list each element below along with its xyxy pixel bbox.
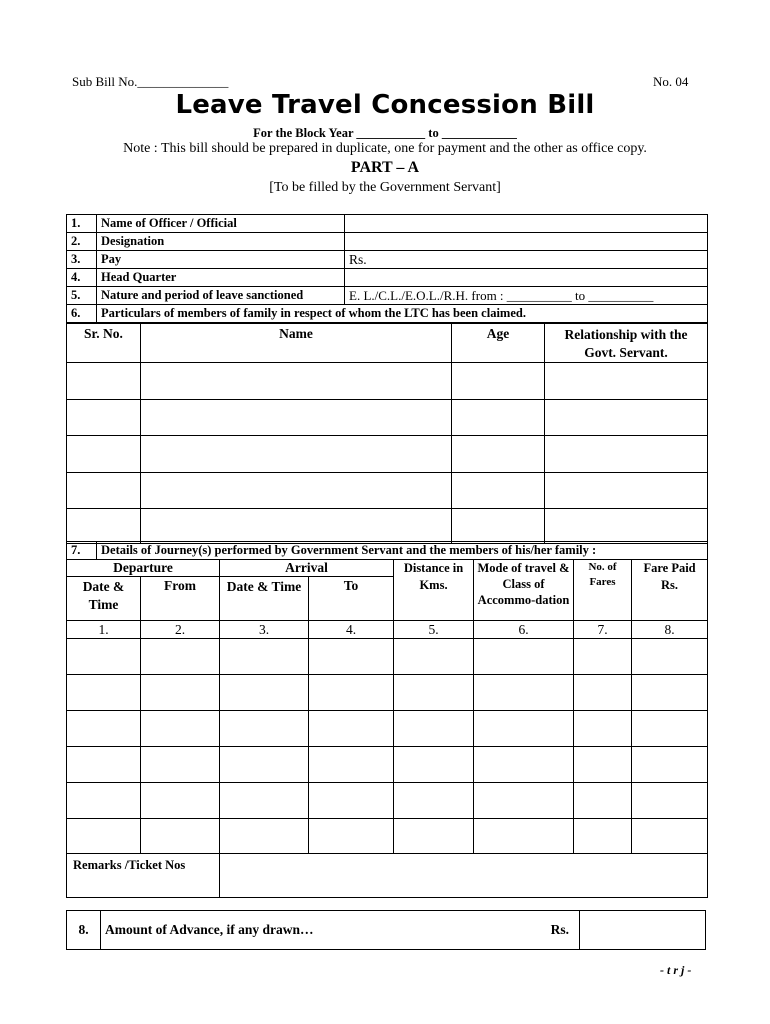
- sr-no-cell[interactable]: [67, 509, 141, 544]
- departure-date-header: Date & Time: [67, 577, 141, 621]
- departure-date-cell[interactable]: [67, 783, 141, 819]
- table-row: [67, 473, 708, 509]
- field-label: Name of Officer / Official: [97, 215, 345, 233]
- fares-cell[interactable]: [574, 675, 632, 711]
- from-cell[interactable]: [141, 819, 220, 854]
- from-cell[interactable]: [141, 711, 220, 747]
- column-number: 2.: [141, 621, 220, 639]
- arrival-date-cell[interactable]: [220, 711, 309, 747]
- row-number: 5.: [67, 287, 97, 305]
- remarks-label: Remarks /Ticket Nos: [67, 854, 220, 898]
- table-row: [67, 363, 708, 400]
- form-note: Note : This bill should be prepared in duplicate, one for payment and the other as office copy.: [123, 141, 647, 156]
- table-row: [67, 711, 708, 747]
- form-number: No. 04: [653, 74, 689, 89]
- field-label: Nature and period of leave sanctioned: [97, 287, 345, 305]
- name-cell[interactable]: [141, 509, 452, 544]
- advance-amount-field[interactable]: [580, 911, 706, 950]
- name-cell[interactable]: [141, 473, 452, 509]
- table-row: [67, 819, 708, 854]
- sr-no-cell[interactable]: [67, 436, 141, 473]
- distance-cell[interactable]: [394, 783, 474, 819]
- remarks-row: [67, 854, 708, 898]
- fare-paid-cell[interactable]: [632, 783, 708, 819]
- to-cell[interactable]: [309, 639, 394, 675]
- column-number-row: [67, 621, 708, 639]
- arrival-to-header: To: [309, 577, 394, 621]
- sr-no-cell[interactable]: [67, 473, 141, 509]
- no-of-fares-header: No. of Fares: [574, 560, 632, 621]
- sr-no-cell[interactable]: [67, 363, 141, 400]
- distance-cell[interactable]: [394, 639, 474, 675]
- departure-date-cell[interactable]: [67, 819, 141, 854]
- sr-no-header: Sr. No.: [67, 324, 141, 363]
- distance-cell[interactable]: [394, 675, 474, 711]
- row-number: 8.: [67, 911, 101, 950]
- fare-paid-cell[interactable]: [632, 819, 708, 854]
- table-row: [67, 400, 708, 436]
- departure-date-cell[interactable]: [67, 675, 141, 711]
- age-header: Age: [452, 324, 545, 363]
- distance-header: Distance in Kms.: [394, 560, 474, 621]
- footer-mark: - t r j -: [660, 963, 692, 977]
- block-year-line: For the Block Year ___________ to ____________: [253, 126, 517, 140]
- column-number: 3.: [220, 621, 309, 639]
- advance-table: [66, 910, 706, 950]
- column-number: 6.: [474, 621, 574, 639]
- name-header: Name: [141, 324, 452, 363]
- departure-from-header: From: [141, 577, 220, 621]
- table-row: [67, 287, 708, 305]
- fares-cell[interactable]: [574, 711, 632, 747]
- from-cell[interactable]: [141, 747, 220, 783]
- field-label: Pay: [97, 251, 345, 269]
- arrival-header: Arrival: [220, 560, 394, 577]
- field-label: Designation: [97, 233, 345, 251]
- fare-paid-cell[interactable]: [632, 711, 708, 747]
- arrival-date-cell[interactable]: [220, 639, 309, 675]
- table-row: [67, 269, 708, 287]
- relationship-cell[interactable]: [545, 436, 708, 473]
- journey-details-table: [66, 541, 708, 898]
- to-cell[interactable]: [309, 747, 394, 783]
- from-cell[interactable]: [141, 675, 220, 711]
- fares-cell[interactable]: [574, 639, 632, 675]
- mode-cell[interactable]: [474, 675, 574, 711]
- table-row: [67, 747, 708, 783]
- leave-period-field[interactable]: E. L./C.L./E.O.L./R.H. from : __________ to __________: [345, 287, 708, 305]
- table-row: [67, 542, 708, 560]
- name-cell[interactable]: [141, 436, 452, 473]
- row-number: 3.: [67, 251, 97, 269]
- distance-cell[interactable]: [394, 819, 474, 854]
- table-row: [67, 251, 708, 269]
- table-row: [67, 233, 708, 251]
- officer-details-table: [66, 214, 708, 323]
- mode-cell[interactable]: [474, 783, 574, 819]
- age-cell[interactable]: [452, 363, 545, 400]
- part-heading: PART – A: [350, 159, 420, 176]
- relationship-cell[interactable]: [545, 473, 708, 509]
- advance-label-text: Amount of Advance, if any drawn…: [105, 922, 314, 937]
- name-cell[interactable]: [141, 400, 452, 436]
- arrival-date-cell[interactable]: [220, 675, 309, 711]
- fares-cell[interactable]: [574, 783, 632, 819]
- departure-header: Departure: [67, 560, 220, 577]
- field-label: Head Quarter: [97, 269, 345, 287]
- column-number: 4.: [309, 621, 394, 639]
- remarks-field[interactable]: [220, 854, 708, 898]
- row-number: 1.: [67, 215, 97, 233]
- advance-label: [101, 911, 580, 950]
- departure-date-cell[interactable]: [67, 711, 141, 747]
- sr-no-cell[interactable]: [67, 400, 141, 436]
- arrival-date-cell[interactable]: [220, 747, 309, 783]
- mode-cell[interactable]: [474, 747, 574, 783]
- age-cell[interactable]: [452, 436, 545, 473]
- relationship-cell[interactable]: [545, 509, 708, 544]
- family-members-table: [66, 323, 708, 544]
- fare-paid-cell[interactable]: [632, 747, 708, 783]
- table-row: [67, 436, 708, 473]
- age-cell[interactable]: [452, 400, 545, 436]
- pay-field[interactable]: Rs.: [345, 251, 708, 269]
- relationship-header: Relationship with the Govt. Servant.: [545, 324, 708, 363]
- mode-cell[interactable]: [474, 639, 574, 675]
- table-row: [67, 509, 708, 544]
- age-cell[interactable]: [452, 509, 545, 544]
- fare-paid-header: Fare Paid Rs.: [632, 560, 708, 621]
- departure-date-cell[interactable]: [67, 747, 141, 783]
- to-cell[interactable]: [309, 819, 394, 854]
- row-number: 6.: [67, 305, 97, 323]
- age-cell[interactable]: [452, 473, 545, 509]
- table-row: [67, 783, 708, 819]
- journey-label: Details of Journey(s) performed by Government Servant and the members of his/her family :: [97, 542, 708, 560]
- row-number: 4.: [67, 269, 97, 287]
- advance-rs-label: Rs.: [550, 922, 569, 937]
- mode-of-travel-header: Mode of travel & Class of Accommo-dation: [474, 560, 574, 621]
- to-cell[interactable]: [309, 675, 394, 711]
- form-title: Leave Travel Concession Bill: [175, 90, 595, 120]
- designation-field[interactable]: [345, 233, 708, 251]
- mode-cell[interactable]: [474, 819, 574, 854]
- column-number: 1.: [67, 621, 141, 639]
- column-number: 8.: [632, 621, 708, 639]
- officer-name-field[interactable]: [345, 215, 708, 233]
- table-header-row: [67, 560, 708, 577]
- family-particulars-label: Particulars of members of family in respect of whom the LTC has been claimed.: [97, 305, 708, 323]
- table-row: [67, 215, 708, 233]
- fare-paid-cell[interactable]: [632, 675, 708, 711]
- fares-cell[interactable]: [574, 819, 632, 854]
- head-quarter-field[interactable]: [345, 269, 708, 287]
- table-row: [67, 639, 708, 675]
- from-cell[interactable]: [141, 639, 220, 675]
- distance-cell[interactable]: [394, 711, 474, 747]
- from-cell[interactable]: [141, 783, 220, 819]
- arrival-date-cell[interactable]: [220, 819, 309, 854]
- relationship-cell[interactable]: [545, 363, 708, 400]
- table-row: [67, 305, 708, 323]
- fare-paid-cell[interactable]: [632, 639, 708, 675]
- name-cell[interactable]: [141, 363, 452, 400]
- distance-cell[interactable]: [394, 747, 474, 783]
- table-row: [67, 675, 708, 711]
- column-number: 5.: [394, 621, 474, 639]
- to-cell[interactable]: [309, 711, 394, 747]
- table-header-row: [67, 324, 708, 363]
- filled-by-note: [To be filled by the Government Servant]: [269, 180, 501, 195]
- row-number: 2.: [67, 233, 97, 251]
- mode-cell[interactable]: [474, 711, 574, 747]
- sub-bill-number: Sub Bill No.______________: [72, 74, 229, 89]
- fares-cell[interactable]: [574, 747, 632, 783]
- arrival-date-header: Date & Time: [220, 577, 309, 621]
- table-row: [67, 911, 706, 950]
- column-number: 7.: [574, 621, 632, 639]
- departure-date-cell[interactable]: [67, 639, 141, 675]
- arrival-date-cell[interactable]: [220, 783, 309, 819]
- to-cell[interactable]: [309, 783, 394, 819]
- relationship-cell[interactable]: [545, 400, 708, 436]
- row-number: 7.: [67, 542, 97, 560]
